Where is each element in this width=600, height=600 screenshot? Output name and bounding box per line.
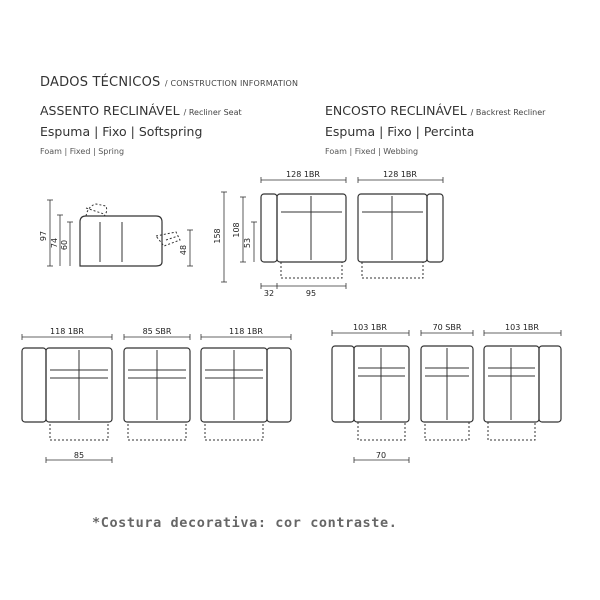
modular-set-right bbox=[332, 330, 561, 463]
dim-53: 53 bbox=[243, 237, 252, 249]
dim-85-sbr: 85 SBR bbox=[142, 327, 172, 336]
dim-97: 97 bbox=[39, 230, 48, 242]
dim-85: 85 bbox=[73, 451, 85, 460]
dim-118-right: 118 1BR bbox=[229, 327, 263, 336]
dim-158: 158 bbox=[213, 228, 222, 244]
seat-title-main: ASSENTO RECLINÁVEL bbox=[40, 103, 180, 118]
dim-60: 60 bbox=[60, 239, 69, 251]
dim-128-left: 128 1BR bbox=[286, 170, 320, 179]
backrest-title-sub: / Backrest Recliner bbox=[470, 108, 546, 117]
dim-108: 108 bbox=[232, 222, 241, 238]
top-view-right bbox=[358, 177, 443, 278]
title-main: DADOS TÉCNICOS bbox=[40, 75, 161, 90]
modular-set-left bbox=[22, 334, 291, 463]
side-view bbox=[47, 200, 193, 266]
dim-70-sbr: 70 SBR bbox=[432, 323, 462, 332]
seat-title-sub: / Recliner Seat bbox=[183, 108, 242, 117]
dim-32: 32 bbox=[263, 289, 275, 298]
dim-48: 48 bbox=[179, 244, 188, 256]
backrest-features-en: Foam | Fixed | Webbing bbox=[325, 147, 419, 156]
backrest-title-main: ENCOSTO RECLINÁVEL bbox=[325, 103, 467, 118]
dim-95: 95 bbox=[305, 289, 317, 298]
dim-128-right: 128 1BR bbox=[383, 170, 417, 179]
dim-74: 74 bbox=[50, 237, 59, 249]
dim-70: 70 bbox=[375, 451, 387, 460]
seat-features: Espuma | Fixo | Softspring bbox=[40, 124, 203, 139]
dim-103-right: 103 1BR bbox=[505, 323, 539, 332]
seat-features-en: Foam | Fixed | Spring bbox=[40, 147, 125, 156]
footer-note: *Costura decorativa: cor contraste. bbox=[92, 515, 398, 531]
dim-118-left: 118 1BR bbox=[50, 327, 84, 336]
title-sub: / CONSTRUCTION INFORMATION bbox=[164, 79, 299, 88]
dim-103-left: 103 1BR bbox=[353, 323, 387, 332]
backrest-features: Espuma | Fixo | Percinta bbox=[325, 124, 475, 139]
